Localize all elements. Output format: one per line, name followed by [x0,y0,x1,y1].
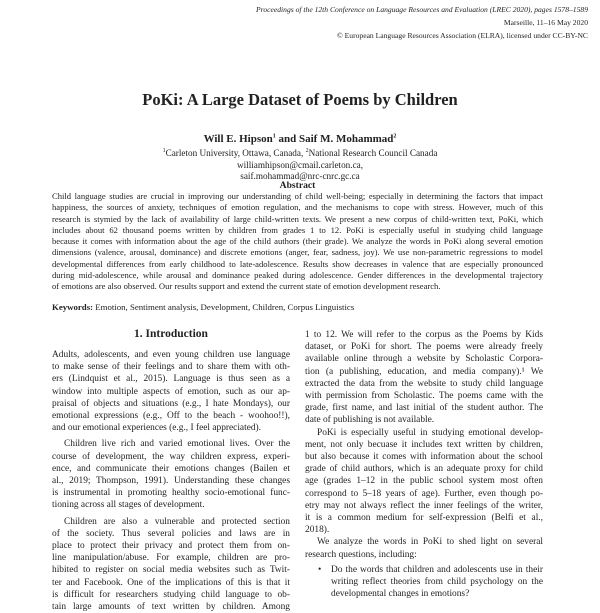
text-line: Child language studies are crucial in improving our understanding of child well-being; especially in determining the factors that impact [52,191,543,201]
text-line: developmental changes in emotions? [331,589,470,600]
left-column [52,327,290,613]
keywords-label: Keywords: [52,301,94,312]
text-line: Do the words that children and adolescents use in their [331,564,543,575]
text-line: grade, first name, and last initial of the student author. The [305,403,543,414]
left-paragraph [52,438,290,511]
text-line: age (grades 1–12 in the public school system most often [305,476,543,487]
bullet-text [331,564,543,601]
location-line: Marseille, 11–16 May 2020 [503,18,588,27]
author-2: Saif M. Mohammad [299,133,394,145]
text-line: course of development, the way children express, experi- [52,451,290,462]
text-line: Children live rich and varied emotional lives. Over the [64,439,290,450]
text-line: happiness, the sources of anxiety, techniques of emotion regulation, and the mechanisms to cope with stress. However, much of this [52,202,543,213]
text-line: Children are also a vulnerable and protected section [64,516,290,527]
text-line: al., 2019; Thompson, 1991). Understanding these changes [52,476,290,487]
aff-2-mark: 2 [305,147,309,154]
text-line: is difficult for researchers studying child language to ob- [52,589,290,600]
text-line: during mid-adolescence, while arousal and dominance peaked during adolescence. Gender differences in the developmental trajectory [52,270,543,281]
text-line: available online through a website by Scholastic Corpora- [305,354,543,365]
text-line: tioning across all stages of development. [52,500,205,511]
keywords-value: Emotion, Sentiment analysis, Development, Children, Corpus Linguistics [93,301,355,312]
text-line: tain large amounts of text written by children. Among [52,602,290,613]
abstract-section [52,180,543,313]
author-1: Will E. Hipson [203,133,273,145]
abstract-body [52,191,543,293]
license-line: © European Language Resources Association (ELRA), licensed under CC-BY-NC [336,31,588,40]
text-line: date of publishing is not available. [305,415,435,426]
text-line: praisal of objects and situations (e.g., I hate Mondays), our [52,398,290,409]
text-line: ment, not only becuase it includes text written by children, [305,439,543,450]
text-line: includes about 62 thousand poems written by children from grades 1 to 12. PoKi is especially useful in studying child language [52,224,543,235]
paper-title: PoKi: A Large Dataset of Poems by Children [142,90,458,109]
left-paragraph [52,516,290,613]
affiliations [0,148,600,159]
text-line: Adults, adolescents, and even young children use language [52,350,290,360]
text-line: 2018). [305,525,330,536]
aff-1: Carleton University, Ottawa, Canada, [165,148,306,158]
text-line: developmental differences from early childhood to late-adolescence. Results show decreases in valence that are especially pronounced [52,258,543,269]
text-line: it is a common medium for self-expression (Belfi et al., [305,513,543,524]
text-line: emotional expressions (e.g., Off to the beach - woohoo!!), [52,411,290,422]
bullet-icon: • [318,564,322,575]
aff-2: National Research Council Canada [308,148,438,158]
section-heading-introduction: 1. Introduction [134,328,208,340]
right-paragraph [305,329,543,427]
text-line: tion (a publishing, education, and media company).¹ We [305,366,543,377]
text-line: writing reflect theories from child psychology on the [331,577,543,588]
text-line: to make sense of their feelings and to share them with oth- [52,362,290,373]
email-1: williamhipson@cmail.carleton.ca, [236,160,364,170]
text-line: We analyze the words in PoKi to shed light on several [317,537,543,548]
aff-1-mark: 1 [162,147,166,154]
text-line: etry may not always reflect the inner feelings of the writer, [305,500,543,511]
proceedings-line: Proceedings of the 12th Conference on Language Resources and Evaluation (LREC 2020), pages 1578–1589 [256,5,588,14]
text-line: of emotions are also observed. Our results support and extend the current state of emotion development research. [52,281,441,292]
text-line: ers (Lindquist et al., 2015). Language is thus seen as a [52,374,290,385]
text-line: place to protect their privacy and protect them from on- [52,541,290,552]
author-2-mark: 2 [393,133,397,140]
text-line: PoKi is especially useful in studying emotional develop- [317,427,543,438]
text-line: with permission from Scholastic. The poems came with the [305,391,543,402]
authors [0,133,600,146]
abstract-heading: Abstract [279,180,316,191]
email-2: saif.mohammad@nrc-cnrc.gc.ca [240,171,360,181]
text-line: research is stymied by the lack of availability of large child-written texts. We present a new corpus of child-written text, PoKi, which [52,213,543,224]
text-line: dimensions (valence, arousal, dominance) and discrete emotions (anger, fear, sadness, joy). We use non-parametric regressions to model [52,247,543,258]
text-line: correspond to 5–18 years of age). Further, even though po- [305,488,543,499]
text-line: window into multiple aspects of emotion, such as our ap- [52,386,290,397]
text-line: 1 to 12. We will refer to the corpus as the Poems by Kids [305,330,543,340]
text-line: but also because it comes with information about the school [305,452,543,463]
left-paragraph [52,349,290,434]
text-line: and our emotional experiences (e.g., I feel appreciated). [52,423,262,434]
bullet-item [305,564,543,601]
text-line: is instrumental in promoting healthy socio-emotional func- [52,488,290,499]
text-line: dataset, or PoKi for short. The poems were already freely [305,342,543,353]
text-line: ter and Facebook. One of the implications of this is that it [52,577,290,588]
keywords [52,302,543,313]
right-column [305,329,543,600]
text-line: ence, and communicate their emotions changes (Bailen et [52,463,290,474]
authors-and: and [275,133,299,145]
text-line: because it comes with information about the age of the child authors (their grade). We analyze the words in PoKi along several emotion [52,236,543,247]
author-1-mark: 1 [272,133,276,140]
right-paragraph [305,536,543,560]
text-line: of the society. Thus several policies and laws are in [52,528,290,539]
text-line: line manipulation/abuse. For example, children are pro- [52,553,290,564]
text-line: extracted the data from the website to study child language [305,378,543,389]
right-paragraph [305,427,543,537]
text-line: hibited to register on social media websites such as Twit- [52,565,290,576]
text-line: grade of child authors, which is an adequate proxy for child [305,464,543,475]
text-line: research questions, including: [305,549,417,560]
